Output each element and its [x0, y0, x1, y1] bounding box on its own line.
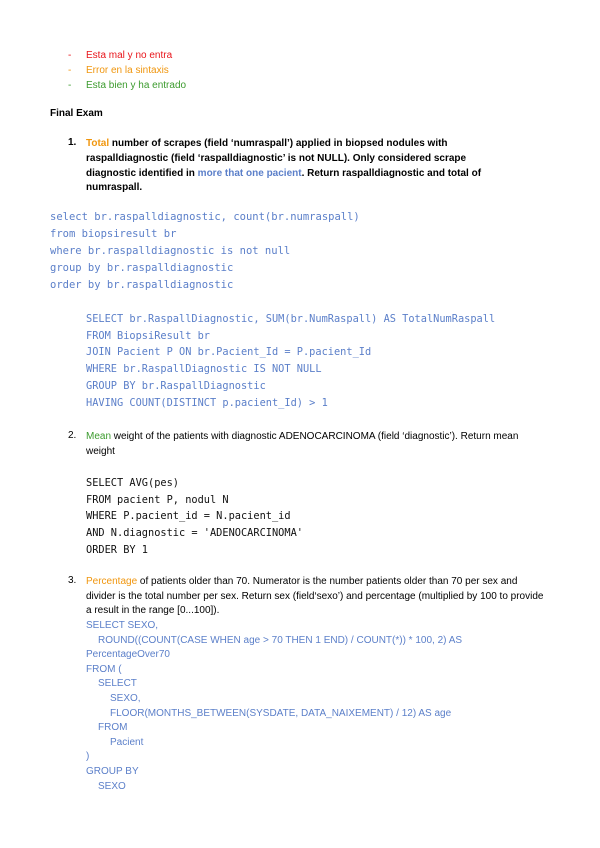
code-line: PercentageOver70 [86, 649, 170, 661]
code-line: SELECT [98, 678, 137, 690]
page-title: Final Exam [50, 108, 103, 119]
code-line: SELECT SEXO, [86, 620, 159, 631]
legend-dash: - [68, 65, 72, 76]
code-line: ROUND((COUNT(CASE WHEN age > 70 THEN 1 END) / COUNT(*)) * 100, 2) AS [98, 634, 463, 646]
code-line: SEXO [98, 780, 126, 792]
code-line: FROM [98, 722, 128, 734]
code-line: WHERE P.pacient_id = N.pacient_id [86, 510, 291, 523]
question-1-text [86, 137, 516, 196]
code-line: select br.raspalldiagnostic, count(br.numraspall) [50, 211, 360, 223]
question-3-text [86, 575, 546, 619]
q1-highlight-total: Total [86, 138, 110, 149]
code-line: SELECT AVG(pes) [86, 477, 179, 489]
code-line: FROM BiopsiResult br [86, 329, 210, 342]
q1-sql-answer-a [50, 209, 360, 294]
q3-sql-answer [86, 619, 462, 794]
code-line: ORDER BY 1 [86, 543, 148, 556]
q1-sql-answer-b [86, 311, 495, 411]
code-line: where br.raspalldiagnostic is not null [50, 245, 291, 257]
q3-highlight-percentage: Percentage [86, 576, 138, 587]
legend-item-wrong [68, 48, 172, 63]
question-number: 2. [68, 430, 77, 441]
q1-highlight-more-than-one: more that one pacient [197, 167, 302, 179]
code-line: ) [86, 751, 90, 763]
q1-text-b: . Return raspalldiagnostic and total of numraspall. [86, 167, 482, 194]
code-line: WHERE br.RaspallDiagnostic IS NOT NULL [86, 363, 322, 376]
legend-text-wrong: Esta mal y no entra [86, 50, 173, 61]
code-line: Pacient [110, 736, 144, 748]
code-line: HAVING COUNT(DISTINCT p.pacient_Id) > 1 [86, 396, 328, 409]
legend-dash: - [68, 80, 72, 91]
code-line: order by br.raspalldiagnostic [50, 279, 234, 291]
code-line: SELECT br.RaspallDiagnostic, SUM(br.NumRaspall) AS TotalNumRaspall [86, 313, 496, 325]
code-line: SEXO, [110, 692, 141, 704]
legend-text-correct: Esta bien y ha entrado [86, 80, 187, 91]
code-line: group by br.raspalldiagnostic [50, 262, 234, 274]
question-number: 3. [68, 575, 77, 586]
code-line: FLOOR(MONTHS_BETWEEN(SYSDATE, DATA_NAIXEMENT) / 12) AS age [110, 707, 452, 719]
q2-highlight-mean: Mean [86, 431, 112, 442]
code-line: AND N.diagnostic = 'ADENOCARCINOMA' [86, 527, 303, 540]
code-line: GROUP BY br.RaspallDiagnostic [86, 379, 266, 392]
q1-text-a: number of scrapes (field ‘numraspall’) applied in biopsed nodules with raspalldiagnostic (field ‘raspalldiagnostic’ is not NULL). Only considered scrape diagnostic identified in [86, 138, 467, 179]
legend-text-syntax-error: Error en la sintaxis [86, 65, 169, 76]
code-line: FROM pacient P, nodul N [86, 493, 229, 506]
question-number: 1. [68, 137, 77, 148]
q3-text: of patients older than 70. Numerator is the number patients older than 70 per sex and divider is the total number per sex. Return sex (field‘sexo’) and percentage (multiplied by 100 to provide a result in the range [0...100]). [86, 576, 544, 617]
legend-item-correct [68, 78, 186, 93]
legend-dash: - [68, 50, 72, 61]
code-line: from biopsiresult br [50, 228, 177, 240]
code-line: FROM ( [86, 663, 122, 675]
code-line: GROUP BY [86, 765, 139, 777]
code-line: JOIN Pacient P ON br.Pacient_Id = P.pacient_Id [86, 346, 372, 359]
legend-item-syntax-error [68, 63, 169, 78]
q2-text: weight of the patients with diagnostic ADENOCARCINOMA (field ‘diagnostic’). Return mean weight [86, 431, 519, 457]
question-2-text [86, 430, 546, 459]
q2-sql-answer [86, 475, 303, 559]
